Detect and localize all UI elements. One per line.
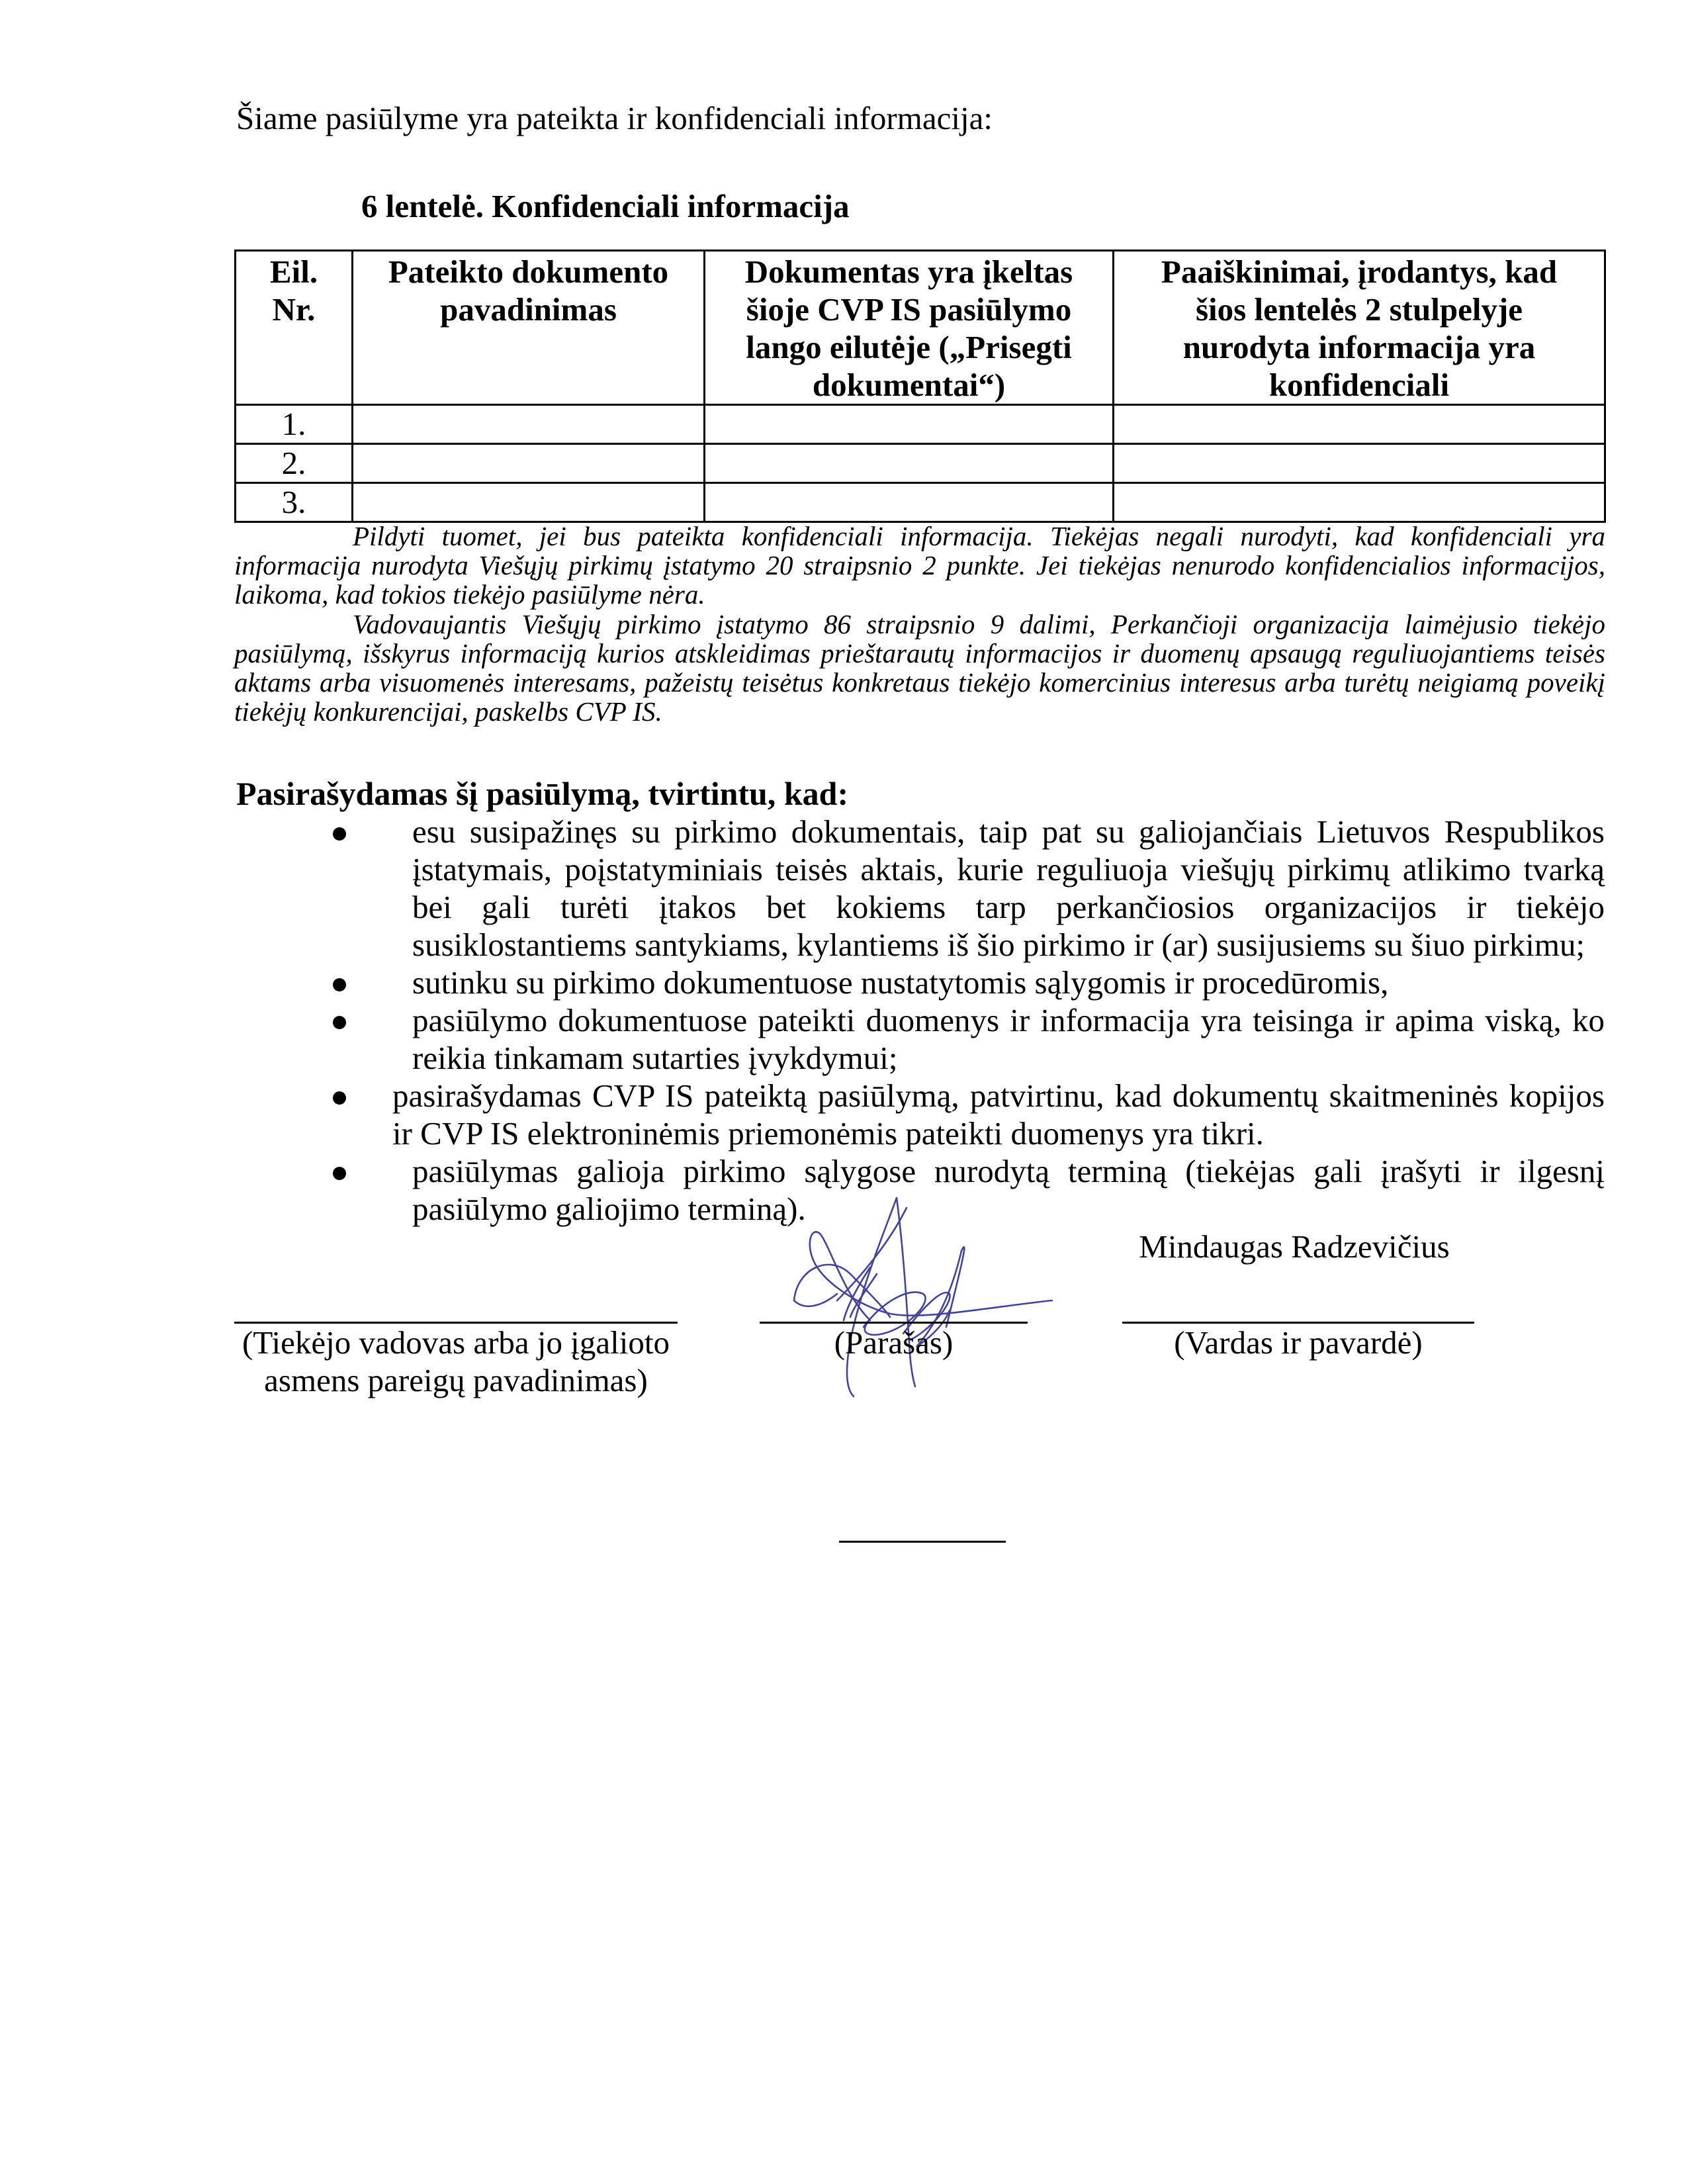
bullet-icon (333, 1167, 346, 1180)
position-label (234, 1324, 678, 1399)
table-row (236, 483, 1605, 522)
list-item-text: pasirašydamas CVP IS pateiktą pasiūlymą, patvirtinu, kad dokumentų skaitmeninės kopijos ir CVP IS elektroninėmis priemonėmis pateikti duomenys yra tikri. (392, 1077, 1605, 1152)
uploaded-location-cell[interactable] (705, 405, 1114, 444)
header-line: Pateikto dokumento (388, 253, 669, 290)
table-row (236, 405, 1605, 444)
header-line: lango eilutėje („Prisegti (746, 329, 1072, 365)
header-line: konfidenciali (1268, 367, 1450, 403)
list-item (216, 1077, 1605, 1152)
list-item-text: pasiūlymo dokumentuose pateikti duomenys ir informacija yra teisinga ir apima viską, ko reikia tinkamam sutarties įvykdymui; (412, 1002, 1605, 1076)
header-line: nurodyta informacija yra (1182, 329, 1536, 365)
header-explanation (1114, 251, 1605, 405)
header-line: Eil. (269, 253, 318, 290)
header-line: pavadinimas (440, 291, 617, 328)
document-name-cell[interactable] (353, 444, 705, 483)
table-row (236, 444, 1605, 483)
row-number-cell: 3. (236, 483, 353, 522)
list-item (236, 1001, 1605, 1077)
header-line: Paaiškinimai, įrodantys, kad (1161, 253, 1558, 290)
header-line: Nr. (272, 291, 316, 328)
declaration-heading: Pasirašydamas šį pasiūlymą, tvirtintu, kad: (236, 775, 849, 812)
header-document-name (353, 251, 705, 405)
list-item-text: sutinku su pirkimo dokumentuose nustatytomis sąlygomis ir procedūromis, (412, 964, 1389, 1001)
header-line: šioje CVP IS pasiūlymo (746, 291, 1072, 328)
list-item-text: esu susipažinęs su pirkimo dokumentais, taip pat su galiojančiais Lietuvos Respublikos įstatymais, poįstatyminiais teisės aktais, kurie reguliuoja viešųjų pirkimų atlikimo tvarką bei gali turėti įtakos bet kokiems tarp perkančiosios organizacijos ir tiekėjo susiklostantiems santykiams, kylantiems iš šio pirkimo ir (ar) susijusiems su šiuo pirkimu; (412, 813, 1605, 963)
confidential-info-table (234, 250, 1606, 523)
explanation-cell[interactable] (1114, 483, 1605, 522)
document-name-cell[interactable] (353, 483, 705, 522)
table-note-publication (234, 610, 1605, 726)
list-item-text: pasiūlymas galioja pirkimo sąlygose nurodytą terminą (tiekėjas gali įrašyti ir ilgesnį pasiūlymo galiojimo terminą). (412, 1153, 1605, 1227)
row-number-cell: 1. (236, 405, 353, 444)
header-line: dokumentai“) (812, 367, 1006, 403)
row-number-cell: 2. (236, 444, 353, 483)
table-note-fill-instructions (234, 522, 1605, 609)
uploaded-location-cell[interactable] (705, 483, 1114, 522)
position-label-line: (Tiekėjo vadovas arba jo įgalioto (242, 1324, 670, 1361)
list-item (236, 813, 1605, 964)
handwritten-signature-icon (791, 1195, 1062, 1400)
header-line: šios lentelės 2 stulpelyje (1195, 291, 1523, 328)
bullet-icon (333, 978, 346, 991)
list-item (236, 964, 1605, 1001)
bullet-icon (333, 1091, 346, 1105)
name-label: (Vardas ir pavardė) (1174, 1324, 1423, 1361)
explanation-cell[interactable] (1114, 405, 1605, 444)
position-label-line: asmens pareigų pavadinimas) (264, 1362, 648, 1398)
header-row-number (236, 251, 353, 405)
note-paragraph: Pildyti tuomet, jei bus pateikta konfidenciali informacija. Tiekėjas negali nurodyti, kad konfidenciali yra informacija nurodyta Viešųjų pirkimų įstatymo 20 straipsnio 2 punkte. Jei tiekėjas nenurodo konfidencialios informacijos, laikoma, kad tokios tiekėjo pasiūlyme nėra. (234, 521, 1605, 610)
header-uploaded-location (705, 251, 1114, 405)
signature-label: (Parašas) (834, 1324, 954, 1361)
end-of-page-divider (839, 1541, 1006, 1543)
note-paragraph: Vadovaujantis Viešųjų pirkimo įstatymo 86 straipsnio 9 dalimi, Perkančioji organizacija laimėjusio tiekėjo pasiūlymą, išskyrus informaciją kurios atskleidimas prieštarautų informacijos ir duomenų apsaugą reguliuojantiems teisės aktams arba visuomenės interesams, pažeistų teisėtus konkretaus tiekėjo komercinius interesus arba turėtų neigiamą poveikį tiekėjų konkurencijai, paskelbs CVP IS. (234, 609, 1605, 727)
uploaded-location-cell[interactable] (705, 444, 1114, 483)
intro-text: Šiame pasiūlyme yra pateikta ir konfidenciali informacija: (236, 100, 993, 136)
signer-name: Mindaugas Radzevičius (1139, 1228, 1450, 1265)
table-header-row (236, 251, 1605, 405)
explanation-cell[interactable] (1114, 444, 1605, 483)
bullet-icon (333, 1016, 346, 1029)
table-caption: 6 lentelė. Konfidenciali informacija (361, 188, 850, 224)
bullet-icon (333, 827, 346, 841)
header-line: Dokumentas yra įkeltas (744, 253, 1073, 290)
document-name-cell[interactable] (353, 405, 705, 444)
